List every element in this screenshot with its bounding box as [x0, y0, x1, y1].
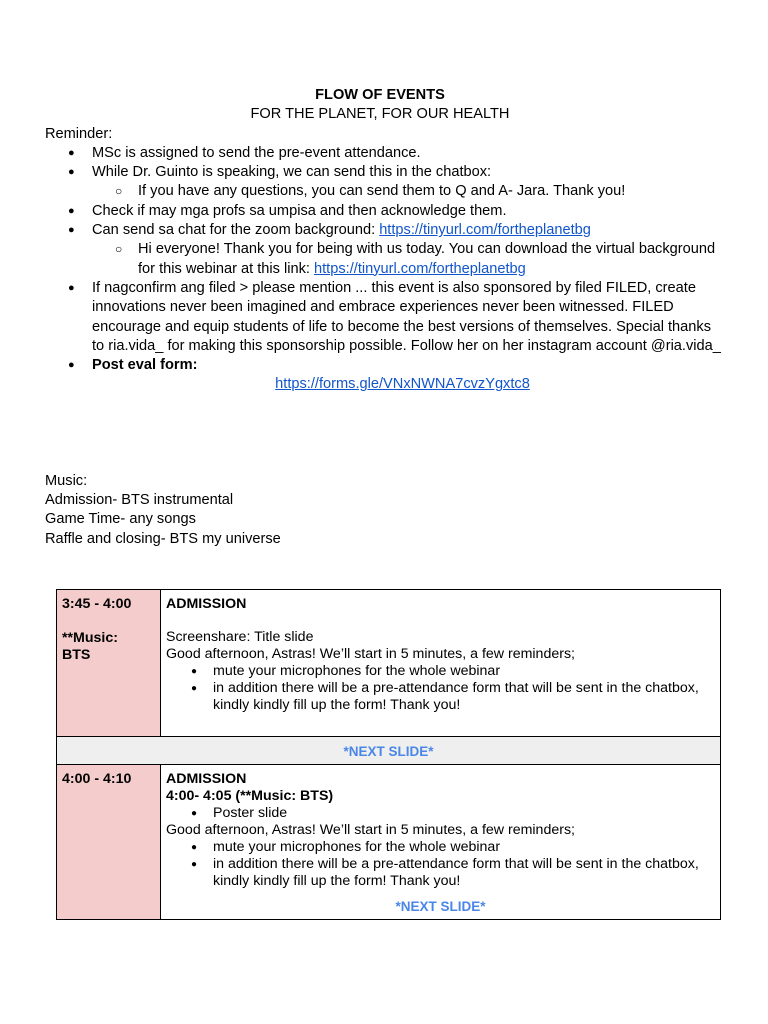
- table-bullet: ● mute your microphones for the whole webinar: [166, 839, 715, 856]
- time-label: 4:00 - 4:10: [62, 771, 132, 787]
- document-page: [45, 86, 725, 549]
- section-heading: ADMISSION: [166, 596, 247, 612]
- reminder-text: Check if may mga profs sa umpisa and then acknowledge them.: [92, 202, 507, 219]
- next-slide-label: *NEXT SLIDE*: [395, 899, 486, 914]
- reminder-subtext: If you have any questions, you can send them to Q and A- Jara. Thank you!: [138, 183, 626, 200]
- reminder-text: Can send sa chat for the zoom background:: [92, 222, 380, 239]
- music-line: Game Time- any songs: [45, 511, 196, 528]
- music-note: BTS: [62, 647, 91, 663]
- virtual-background-link[interactable]: https://tinyurl.com/fortheplanetbg: [314, 260, 526, 277]
- table-bullet: ● in addition there will be a pre-attendance form that will be sent in the chatbox, kindly kindly fill up the form! Thank you!: [166, 680, 715, 714]
- reminder-subtext: Hi everyone! Thank you for being with us today. You can download the virtual background for this webinar at this link:: [138, 241, 716, 277]
- content-cell: [161, 765, 721, 920]
- music-section: [45, 472, 725, 549]
- reminder-item: [45, 356, 725, 375]
- table-row: [57, 765, 721, 920]
- reminder-item: [45, 221, 725, 240]
- music-label: Music:: [45, 472, 88, 489]
- table-row: [57, 590, 721, 737]
- next-slide-banner: *NEXT SLIDE*: [57, 737, 721, 765]
- content-cell: [161, 590, 721, 737]
- reminder-item: [45, 202, 725, 221]
- table-bullet: ● in addition there will be a pre-attendance form that will be sent in the chatbox, kindly kindly fill up the form! Thank you!: [166, 856, 715, 890]
- greeting-text: Good afternoon, Astras! We’ll start in 5 minutes, a few reminders;: [166, 822, 575, 838]
- time-cell: [57, 765, 161, 920]
- reminder-text: While Dr. Guinto is speaking, we can send this in the chatbox:: [92, 164, 492, 181]
- reminder-subitem: [45, 182, 725, 201]
- reminder-list: [45, 144, 725, 376]
- reminder-label: Reminder:: [45, 125, 113, 142]
- screenshare-note: Screenshare: Title slide: [166, 629, 314, 645]
- reminder-text: MSc is assigned to send the pre-event attendance.: [92, 144, 421, 161]
- table-bullet: ● mute your microphones for the whole webinar: [166, 663, 715, 680]
- time-label: 3:45 - 4:00: [62, 596, 132, 612]
- music-note: **Music:: [62, 630, 118, 646]
- flow-table: [56, 589, 721, 920]
- music-line: Raffle and closing- BTS my universe: [45, 530, 281, 547]
- reminder-subitem: [45, 240, 725, 279]
- post-eval-label: Post eval form:: [92, 357, 198, 374]
- reminder-text: If nagconfirm ang filed > please mention ... this event is also sponsored by filed FILED, create innovations never been imagined and embrace experiences never been witnessed. FILED encourage and equip students of life to become the best versions of themselves. Special thanks to ria.vida_ for making this sponsorship possible. Follow her on her instagram account @ria.vida_: [92, 279, 721, 354]
- eval-form-link[interactable]: https://forms.gle/VNxNWNA7cvzYgxtc8: [275, 376, 530, 393]
- reminder-item: [45, 163, 725, 182]
- table-bullet: ● Poster slide: [166, 805, 715, 822]
- greeting-text: Good afternoon, Astras! We’ll start in 5 minutes, a few reminders;: [166, 646, 575, 662]
- reminder-item: [45, 144, 725, 163]
- zoom-background-link[interactable]: https://tinyurl.com/fortheplanetbg: [379, 222, 591, 239]
- eval-link-line: [80, 375, 725, 394]
- reminder-item: [45, 279, 725, 356]
- section-subheading: 4:00- 4:05 (**Music: BTS): [166, 788, 334, 804]
- document-subtitle: FOR THE PLANET, FOR OUR HEALTH: [250, 106, 510, 123]
- music-line: Admission- BTS instrumental: [45, 492, 234, 509]
- section-heading: ADMISSION: [166, 771, 247, 787]
- document-title: FLOW OF EVENTS: [315, 87, 445, 103]
- table-row: [57, 737, 721, 765]
- time-cell: [57, 590, 161, 737]
